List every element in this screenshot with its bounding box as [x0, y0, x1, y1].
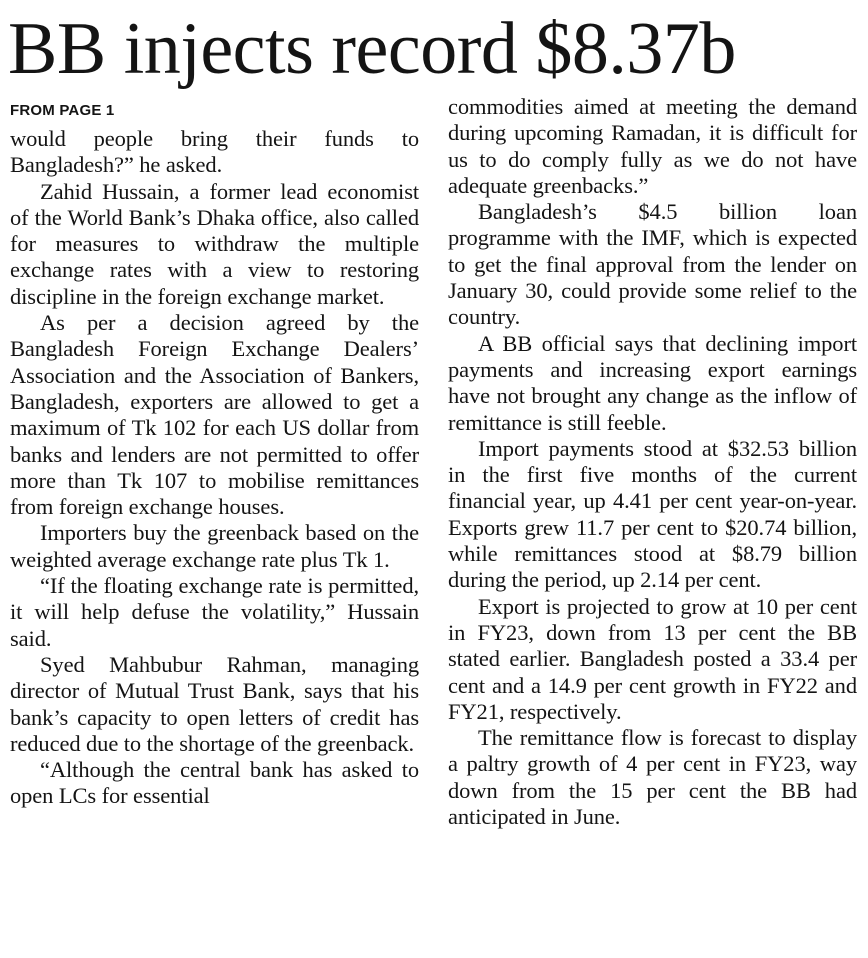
paragraph: Bangladesh’s $4.5 billion loan programme with the IMF, which is expected to get the final approval from the lender on January 30, could provide some relief to the country. [448, 199, 857, 330]
paragraph: As per a decision agreed by the Bangladesh Foreign Exchange Dealers’ Association and the Association of Bankers, Bangladesh, exporters are allowed to get a maximum of Tk 102 for each US dollar from banks and lenders are not permitted to offer more than Tk 107 to mobilise remittances from foreign exchange houses. [10, 310, 419, 520]
article-column-left [10, 126, 419, 810]
headline: BB injects record $8.37b [8, 8, 736, 90]
paragraph: A BB official says that declining import payments and increasing export earnings have not brought any change as the inflow of remittance is still feeble. [448, 330, 857, 435]
paragraph: Importers buy the greenback based on the weighted average exchange rate plus Tk 1. [10, 520, 419, 572]
paragraph: would people bring their funds to Bangladesh?” he asked. [10, 126, 419, 178]
continuation-kicker: FROM PAGE 1 [10, 102, 115, 119]
paragraph: commodities aimed at meeting the demand during upcoming Ramadan, it is difficult for us to do comply fully as we do not have adequate greenbacks.” [448, 94, 857, 198]
paragraph: Export is projected to grow at 10 per cent in FY23, down from 13 per cent the BB stated earlier. Bangladesh posted a 33.4 per cent and a 14.9 per cent growth in FY22 and FY21, respectively. [448, 593, 857, 724]
paragraph: Import payments stood at $32.53 billion in the first five months of the current financial year, up 4.41 per cent year-on-year. Exports grew 11.7 per cent to $20.74 billion, while remittances stood at $8.79 billion during the period, up 2.14 per cent. [448, 435, 857, 593]
paragraph: “If the floating exchange rate is permitted, it will help defuse the volatility,” Hussain said. [10, 573, 419, 651]
paragraph: Zahid Hussain, a former lead economist of the World Bank’s Dhaka office, also called for measures to withdraw the multiple exchange rates with a view to restoring discipline in the foreign exchange market. [10, 178, 419, 309]
paragraph: Syed Mahbubur Rahman, managing director of Mutual Trust Bank, says that his bank’s capacity to open letters of credit has reduced due to the shortage of the greenback. [10, 651, 419, 756]
article-column-right [448, 94, 857, 830]
paragraph: The remittance flow is forecast to display a paltry growth of 4 per cent in FY23, way down from the 15 per cent the BB had anticipated in June. [448, 725, 857, 830]
paragraph: “Although the central bank has asked to open LCs for essential [10, 757, 419, 809]
